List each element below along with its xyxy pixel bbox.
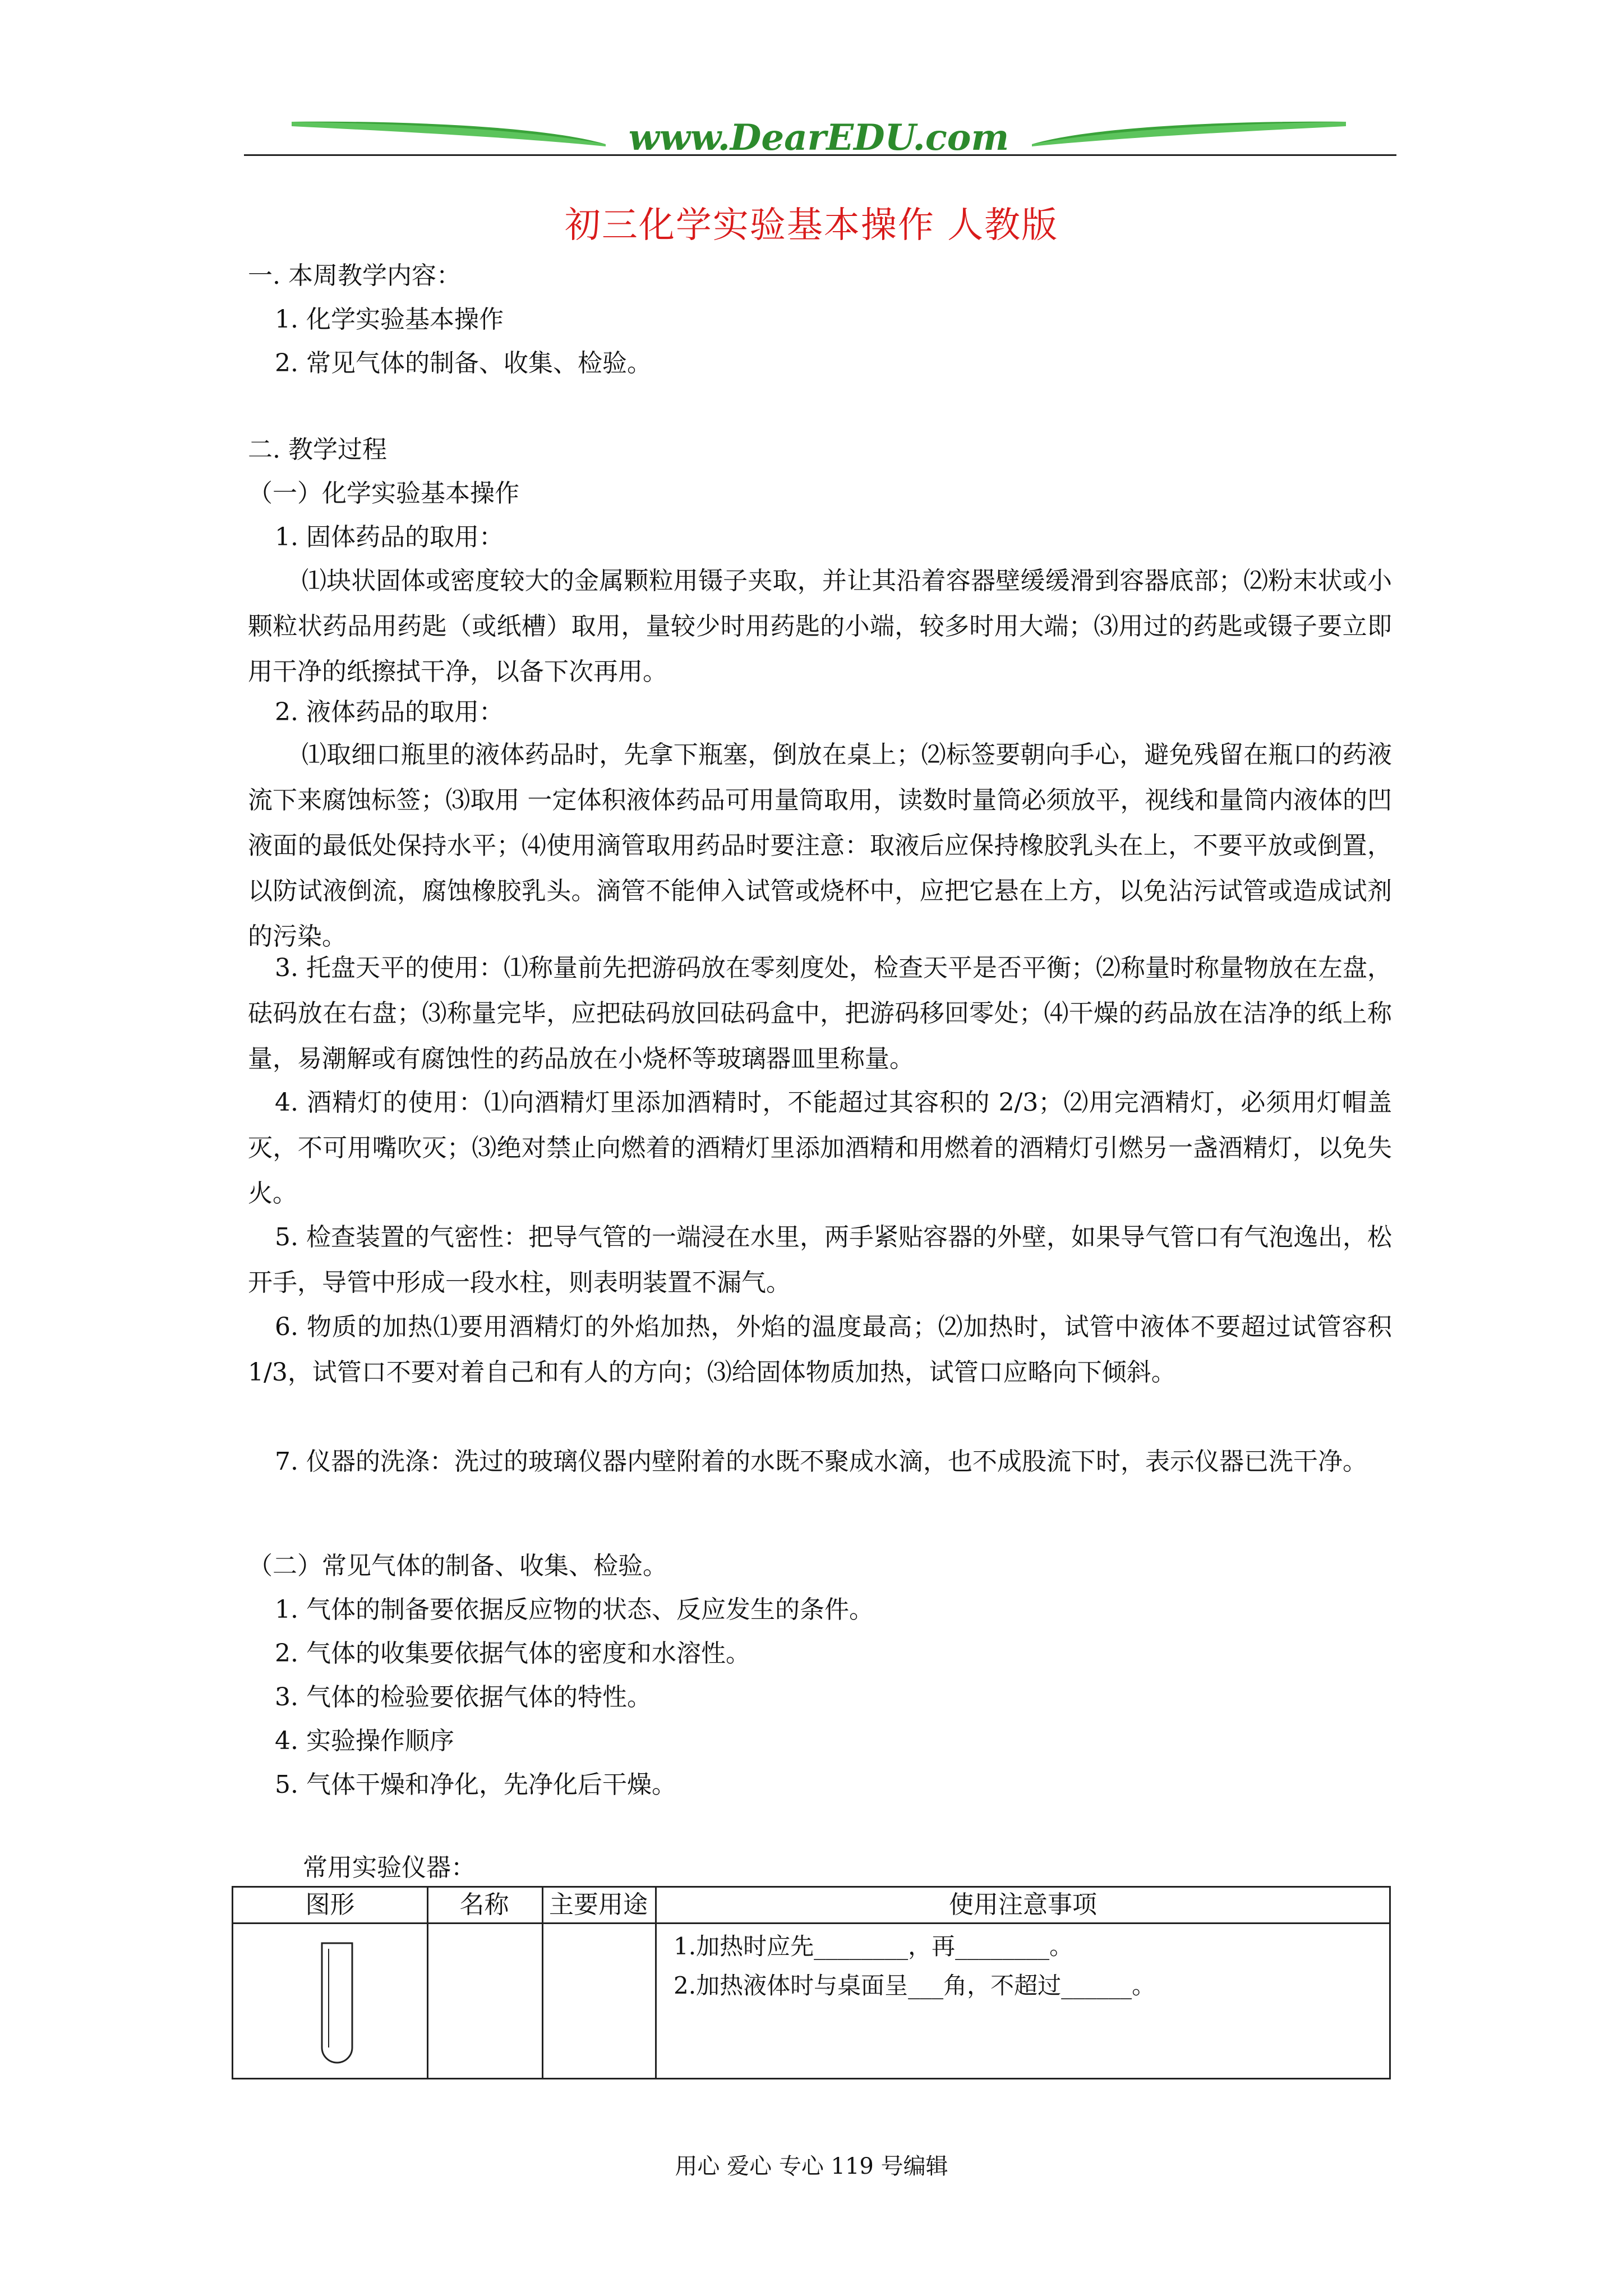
subsection-heading: （二）常见气体的制备、收集、检验。 <box>248 1552 667 1580</box>
section-heading: 一. 本周教学内容： <box>248 261 461 290</box>
list-item: 3. 气体的检验要依据气体的特性。 <box>275 1683 652 1711</box>
document-title: 初三化学实验基本操作 人教版 <box>564 205 1059 246</box>
item-title: 1. 固体药品的取用： <box>275 523 504 551</box>
instrument-table <box>232 1886 1391 2079</box>
list-item: 5. 气体干燥和净化，先净化后干燥。 <box>275 1770 676 1799</box>
header-divider <box>244 154 1396 156</box>
note-line: 2.加热液体时与桌面呈___角，不超过______。 <box>674 1972 1156 1999</box>
list-item: 2. 常见气体的制备、收集、检验。 <box>275 349 652 378</box>
test-tube-icon <box>317 1941 357 2067</box>
list-item: 2. 气体的收集要依据气体的密度和水溶性。 <box>275 1639 750 1668</box>
item-title: 2. 液体药品的取用： <box>275 698 504 726</box>
note-line: 1.加热时应先________，再________。 <box>674 1932 1073 1960</box>
section-heading: 二. 教学过程 <box>248 435 387 464</box>
list-item: 1. 气体的制备要依据反应物的状态、反应发生的条件。 <box>275 1595 874 1624</box>
table-header: 使用注意事项 <box>949 1890 1097 1919</box>
paragraph: ⑴块状固体或密度较大的金属颗粒用镊子夹取，并让其沿着容器壁缓缓滑到容器底部；⑵粉末状或小颗粒状药品用药匙（或纸槽）取用，量较少时用药匙的小端，较多时用大端；⑶用过的药匙或镊子要立即用干净的纸擦拭干净，以备下次再用。 <box>248 567 1392 686</box>
paragraph: ⑴取细口瓶里的液体药品时，先拿下瓶塞，倒放在桌上；⑵标签要朝向手心，避免残留在瓶口的药液流下来腐蚀标签；⑶取用 一定体积液体药品可用量筒取用，读数时量筒必须放平，视线和量筒内液体的凹液面的最低处保持水平；⑷使用滴管取用药品时要注意：取液后应保持橡胶乳头在上，不要平放或倒置，以防试液倒流，腐蚀橡胶乳头。滴管不能伸入试管或烧杯中，应把它悬在上方，以免沾污试管或造成试剂的污染。 <box>248 740 1392 951</box>
table-caption: 常用实验仪器： <box>303 1853 476 1882</box>
paragraph: 5. 检查装置的气密性：把导气管的一端浸在水里，两手紧贴容器的外壁，如果导气管口有气泡逸出，松开手，导管中形成一段水柱，则表明装置不漏气。 <box>248 1223 1392 1297</box>
list-item: 4. 实验操作顺序 <box>275 1727 454 1755</box>
table-header: 名称 <box>459 1890 509 1919</box>
dearedu-logo <box>292 109 1346 160</box>
table-divider <box>233 1922 1389 1924</box>
table-header: 图形 <box>305 1890 355 1919</box>
paragraph: 7. 仪器的洗涤：洗过的玻璃仪器内壁附着的水既不聚成水滴，也不成股流下时，表示仪器已洗干净。 <box>275 1447 1367 1476</box>
subsection-heading: （一）化学实验基本操作 <box>248 479 519 508</box>
list-item: 1. 化学实验基本操作 <box>275 305 504 334</box>
paragraph: 4. 酒精灯的使用：⑴向酒精灯里添加酒精时，不能超过其容积的 2/3；⑵用完酒精灯，必须用灯帽盖灭，不可用嘴吹灭；⑶绝对禁止向燃着的酒精灯里添加酒精和用燃着的酒精灯引燃另一盏酒精灯，以免失火。 <box>248 1088 1392 1208</box>
logo-text: www.DearEDU.com <box>628 117 1009 159</box>
paragraph: 3. 托盘天平的使用：⑴称量前先把游码放在零刻度处，检查天平是否平衡；⑵称量时称量物放在左盘，砝码放在右盘；⑶称量完毕，应把砝码放回砝码盒中，把游码移回零处；⑷干燥的药品放在洁净的纸上称量，易潮解或有腐蚀性的药品放在小烧杯等玻璃器皿里称量。 <box>248 954 1392 1073</box>
table-header: 主要用途 <box>549 1890 648 1919</box>
page-footer: 用心 爱心 专心 119 号编辑 <box>675 2154 948 2179</box>
paragraph: 6. 物质的加热⑴要用酒精灯的外焰加热，外焰的温度最高；⑵加热时，试管中液体不要超过试管容积 1/3，试管口不要对着自己和有人的方向；⑶给固体物质加热，试管口应略向下倾斜。 <box>248 1313 1392 1387</box>
